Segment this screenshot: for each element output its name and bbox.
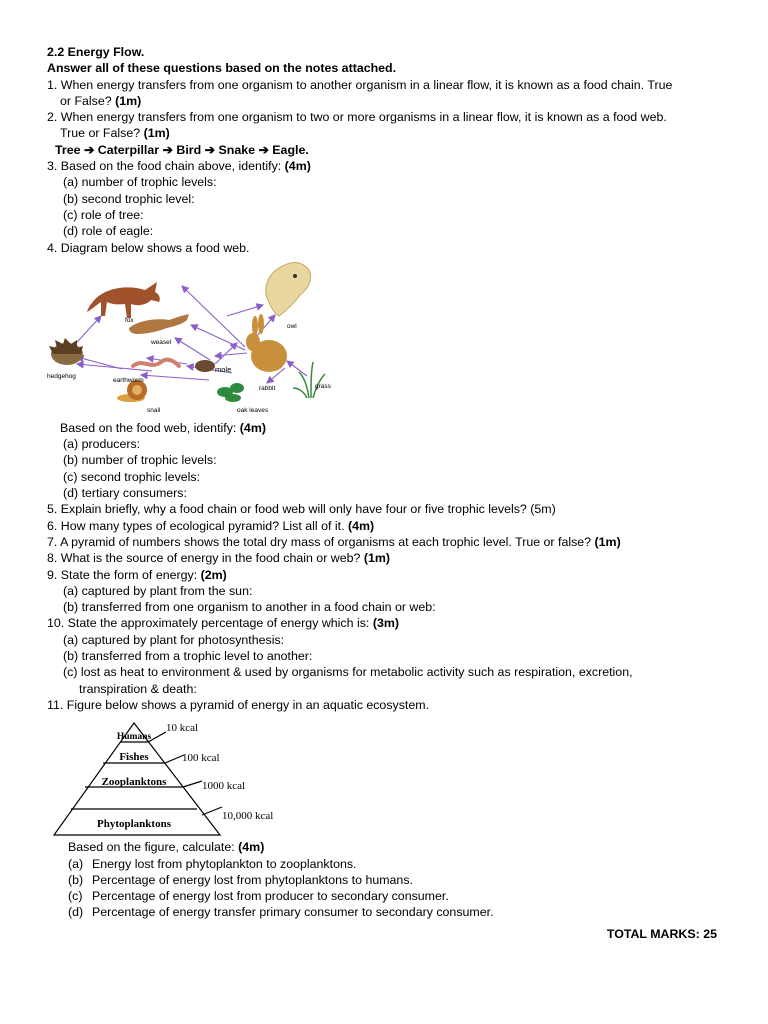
section-heading: 2.2 Energy Flow. [47, 45, 145, 59]
q11-item: (a) Energy lost from phytoplankton to zooplanktons. [68, 856, 357, 871]
q3-item: (b) second trophic level: [63, 191, 195, 206]
energy-pyramid [47, 713, 727, 839]
rabbit-label: rabbit [259, 384, 276, 392]
q3-item: (a) number of trophic levels: [63, 175, 217, 190]
energy-100: 100 kcal [182, 752, 220, 765]
q9-item: (b) transferred from one organism to another in a food chain or web: [63, 600, 436, 615]
q11-item: (b) Percentage of energy lost from phytoplanktons to humans. [68, 872, 413, 887]
question-3: 3. Based on the food chain above, identify: (4m) [47, 159, 311, 174]
question-1-cont: or False? (1m) [60, 93, 142, 108]
question-4: 4. Diagram below shows a food web. [47, 240, 250, 255]
total-marks: TOTAL MARKS: 25 [606, 926, 717, 941]
snail-label: snail [147, 406, 161, 414]
question-10: 10. State the approximately percentage of energy which is: (3m) [47, 616, 399, 631]
q10-item: (b) transferred from a trophic level to another: [63, 649, 313, 664]
q4-based: Based on the food web, identify: (4m) [60, 420, 266, 435]
fox-icon [87, 282, 160, 318]
hedgehog-label: hedgehog [47, 372, 76, 380]
q10-item: (a) captured by plant for photosynthesis: [63, 632, 285, 647]
worksheet [47, 44, 727, 941]
instruction: Answer all of these questions based on the notes attached. [47, 61, 397, 76]
q11-based: Based on the figure, calculate: (4m) [68, 840, 265, 855]
mole-icon [195, 360, 215, 372]
arrow-icon: ➔ [162, 142, 173, 157]
q11-item: (c) Percentage of energy lost from producer to secondary consumer. [68, 889, 449, 904]
q3-item: (c) role of tree: [63, 207, 144, 222]
question-5: 5. Explain briefly, why a food chain or food web will only have four or five trophic levels? (5m) [47, 502, 556, 517]
energy-pyramid-svg [52, 715, 312, 841]
owl-label: owl [287, 322, 297, 330]
q3-item: (d) role of eagle: [63, 224, 154, 239]
mole-label: mole [215, 364, 232, 374]
oak-leaves-label: oak leaves [237, 406, 269, 414]
q4-item: (d) tertiary consumers: [63, 486, 187, 501]
question-7: 7. A pyramid of numbers shows the total dry mass of organisms at each trophic level. True or false? (1m) [47, 534, 621, 549]
question-2: 2. When energy transfers from one organism to two or more organisms in a linear flow, it is known as a food web. [47, 110, 667, 125]
question-9: 9. State the form of energy: (2m) [47, 567, 227, 582]
food-web-diagram [47, 256, 727, 420]
question-11: 11. Figure below shows a pyramid of energy in an aquatic ecosystem. [47, 697, 430, 712]
energy-10: 10 kcal [166, 722, 199, 735]
fox-label: fox [125, 316, 134, 324]
q10-item: (c) lost as heat to environment & used by organisms for metabolic activity such as respiration, excretion, [63, 665, 633, 680]
q10-item-cont: transpiration & death: [79, 681, 197, 696]
earthworm-icon [133, 360, 179, 366]
level-humans: Humans [116, 732, 152, 743]
question-8: 8. What is the source of energy in the food chain or web? (1m) [47, 551, 391, 566]
oak-leaves-icon [217, 383, 244, 402]
q9-item: (a) captured by plant from the sun: [63, 583, 253, 598]
energy-10000: 10,000 kcal [222, 810, 274, 823]
earthworm-label: earthworm [113, 376, 144, 384]
hedgehog-icon [49, 338, 83, 365]
arrow-icon: ➔ [204, 142, 216, 157]
q4-item: (b) number of trophic levels: [63, 453, 217, 468]
arrow-icon: ➔ [83, 142, 95, 157]
q11-item: (d) Percentage of energy transfer primary consumer to secondary consumer. [68, 905, 494, 920]
q4-item: (c) second trophic levels: [63, 469, 201, 484]
grass-label: grass [315, 382, 331, 390]
level-fishes: Fishes [119, 751, 149, 764]
energy-1000: 1000 kcal [202, 780, 246, 793]
grass-icon [293, 362, 325, 398]
question-2-cont: True or False? (1m) [60, 126, 170, 141]
owl-icon [266, 262, 311, 315]
q4-item: (a) producers: [63, 437, 141, 452]
arrow-icon: ➔ [258, 142, 269, 157]
level-phytoplanktons: Phytoplanktons [97, 818, 171, 831]
rabbit-icon [246, 314, 287, 372]
weasel-label: weasel [151, 338, 172, 346]
food-web-svg [47, 258, 347, 422]
question-6: 6. How many types of ecological pyramid? List all of it. (4m) [47, 518, 375, 533]
weasel-icon [129, 314, 189, 334]
food-chain: Tree ➔ Caterpillar ➔ Bird ➔ Snake ➔ Eagle. [55, 142, 309, 157]
level-zooplanktons: Zooplanktons [101, 776, 167, 789]
question-1: 1. When energy transfers from one organism to another organism in a linear flow, it is known as a food chain. True [47, 77, 673, 92]
